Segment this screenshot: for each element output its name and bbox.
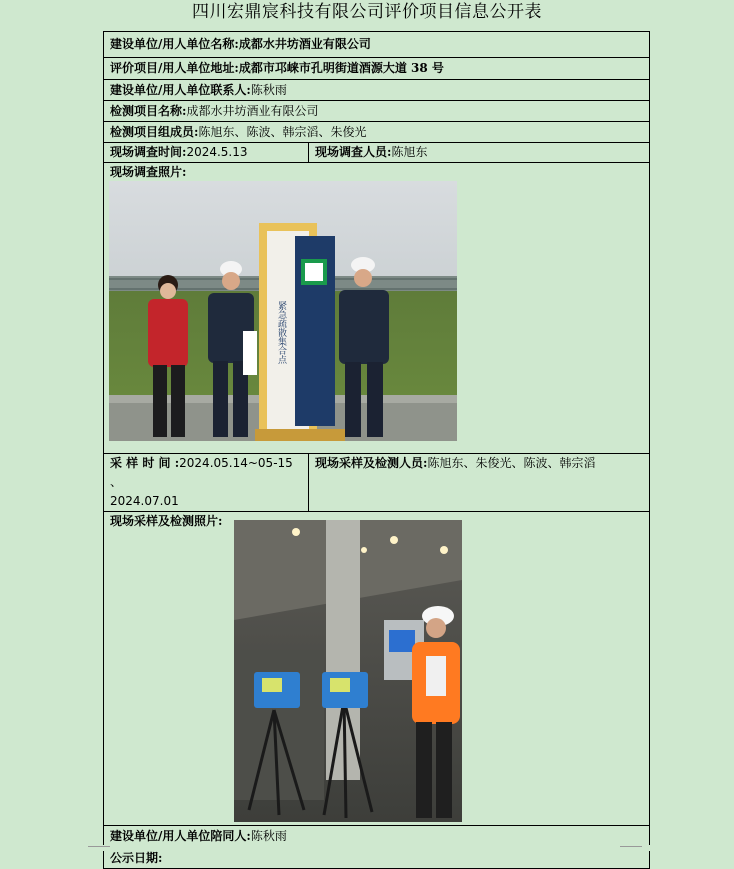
- publish-label: 公示日期:: [110, 851, 163, 865]
- survey-photo-label: 现场调查照片:: [110, 165, 187, 179]
- survey-person-cell: [309, 143, 650, 163]
- escort-label: 建设单位/用人单位陪同人:: [110, 829, 251, 843]
- survey-time-value: 2024.5.13: [186, 145, 248, 159]
- sampling-time-cell: [104, 454, 309, 512]
- contact-label: 建设单位/用人单位联系人:: [110, 83, 251, 97]
- address-label: 评价项目/用人单位地址:: [110, 61, 239, 75]
- sign-text: 紧急疏散集合点: [276, 301, 286, 364]
- page-title: 四川宏鼎宸科技有限公司评价项目信息公开表: [192, 2, 542, 22]
- sampling-photo-graphic: [234, 520, 462, 822]
- members-label: 检测项目组成员:: [110, 125, 199, 139]
- sampling-person-cell: [309, 454, 650, 512]
- assembly-point-sign: [255, 223, 345, 441]
- project-label: 检测项目名称:: [110, 104, 187, 118]
- control-panel-screen: [389, 630, 415, 652]
- unit-row: [104, 32, 650, 58]
- sampling-person-label: 现场采样及检测人员:: [315, 456, 428, 470]
- sampling-time-value-1: 2024.05.14~05-15 、: [110, 456, 293, 489]
- info-table: [103, 31, 650, 869]
- page-edge-mark-right: [620, 846, 642, 851]
- escort-value: 陈秋雨: [250, 829, 287, 843]
- page-edge-mark-left: [88, 846, 110, 851]
- contact-row: [104, 80, 650, 101]
- survey-time-label: 现场调查时间:: [110, 145, 187, 159]
- unit-label: 建设单位/用人单位名称:: [110, 37, 239, 51]
- address-row: [104, 58, 650, 80]
- members-value: 陈旭东、陈波、韩宗滔、朱俊光: [198, 125, 367, 139]
- project-value: 成都水井坊酒业有限公司: [186, 104, 319, 118]
- survey-person-label: 现场调查人员:: [315, 145, 392, 159]
- survey-photo-cell: [104, 163, 650, 454]
- survey-time-cell: [104, 143, 309, 163]
- unit-value: 成都水井坊酒业有限公司: [238, 37, 371, 51]
- project-row: [104, 101, 650, 122]
- sampling-time-label: 采 样 时 间 :: [110, 456, 180, 470]
- sampling-person-value: 陈旭东、朱俊光、陈波、韩宗滔: [427, 456, 596, 470]
- sampling-photo-cell: [104, 512, 650, 826]
- survey-person-value: 陈旭东: [391, 145, 428, 159]
- survey-photo-graphic: [109, 181, 457, 441]
- members-row: [104, 122, 650, 143]
- survey-photo: [109, 181, 457, 441]
- sampling-time-value-2: 2024.07.01: [110, 494, 179, 508]
- contact-value: 陈秋雨: [250, 83, 287, 97]
- address-value: 成都市邛崃市孔明街道酒源大道 38 号: [238, 61, 444, 75]
- sampling-photo: [234, 520, 462, 822]
- sampling-photo-label: 现场采样及检测照片:: [110, 514, 223, 528]
